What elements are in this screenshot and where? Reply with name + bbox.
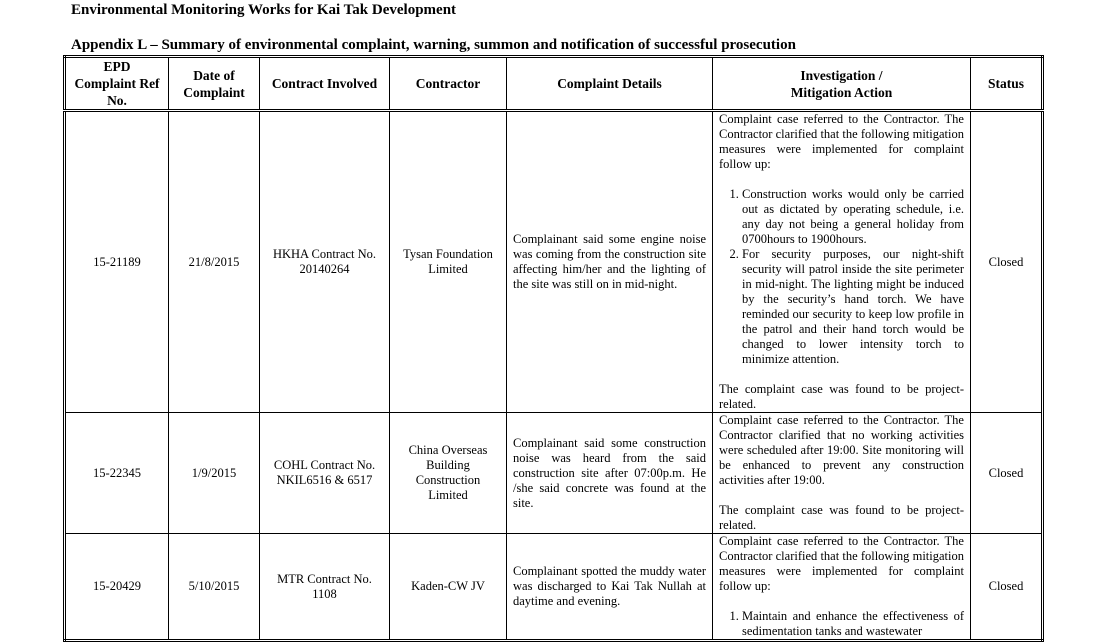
details-cell: Complainant spotted the muddy water was discharged to Kai Tak Nullah at daytime and evening. xyxy=(507,534,713,641)
status-cell: Closed xyxy=(971,413,1043,534)
contractor-cell: Kaden-CW JV xyxy=(390,534,507,641)
header-status: Status xyxy=(971,57,1043,111)
table-row xyxy=(65,111,1043,413)
mitigation-item: 1. Maintain and enhance the effectiveness of sedimentation tanks and wastewater xyxy=(742,609,964,639)
mitigation-item: 2. For security purposes, our night-shift security will patrol inside the site perimeter in mid-night. The lighting might be induced by the security’s hand torch. We have reminded our security to keep low profile in the patrol and their hand torch would be changed to lower intensity torch to minimize attention. xyxy=(742,247,964,367)
header-contract: Contract Involved xyxy=(260,57,390,111)
mitigation-intro: Complaint case referred to the Contractor. The Contractor clarified that no working activities were scheduled after 19:00. Site monitoring will be enhanced to prevent any construction activities after 19:00. xyxy=(719,413,964,487)
appendix-title: Appendix L – Summary of environmental complaint, warning, summon and notification of successful prosecution xyxy=(71,37,796,53)
mitigation-cell xyxy=(713,111,971,413)
mitigation-list xyxy=(719,609,964,639)
header-mitigation-line2: Mitigation Action xyxy=(790,84,893,100)
contract-cell: MTR Contract No. 1108 xyxy=(260,534,390,641)
status-cell: Closed xyxy=(971,111,1043,413)
status-cell: Closed xyxy=(971,534,1043,641)
details-cell: Complainant said some engine noise was coming from the construction site affecting him/her and the lighting of the site was still on in mid-night. xyxy=(507,111,713,413)
contractor-cell: Tysan Foundation Limited xyxy=(390,111,507,413)
header-mitigation xyxy=(713,57,971,111)
ref-cell: 15-20429 xyxy=(65,534,169,641)
contract-cell: COHL Contract No. NKIL6516 & 6517 xyxy=(260,413,390,534)
date-cell: 21/8/2015 xyxy=(169,111,260,413)
ref-cell: 15-21189 xyxy=(65,111,169,413)
mitigation-cell xyxy=(713,413,971,534)
mitigation-item: 1. Construction works would only be carried out as dictated by operating schedule, i.e. any day not being a general holiday from 0700hours to 1900hours. xyxy=(742,187,964,247)
details-cell: Complainant said some construction noise was heard from the said construction site after 07:00p.m. He /she said concrete was found at the site. xyxy=(507,413,713,534)
mitigation-cell xyxy=(713,534,971,641)
header-row xyxy=(65,57,1043,111)
contractor-cell: China Overseas Building Construction Limited xyxy=(390,413,507,534)
date-cell: 5/10/2015 xyxy=(169,534,260,641)
header-details: Complaint Details xyxy=(507,57,713,111)
mitigation-list xyxy=(719,187,964,367)
mitigation-conclusion: The complaint case was found to be project-related. xyxy=(719,503,964,532)
mitigation-intro: Complaint case referred to the Contractor. The Contractor clarified that the following mitigation measures were implemented for complaint follow up: xyxy=(719,112,964,171)
mitigation-intro: Complaint case referred to the Contractor. The Contractor clarified that the following mitigation measures were implemented for complaint follow up: xyxy=(719,534,964,593)
date-cell: 1/9/2015 xyxy=(169,413,260,534)
complaint-summary-table xyxy=(63,55,1044,642)
table-row xyxy=(65,413,1043,534)
header-contractor: Contractor xyxy=(390,57,507,111)
table-row xyxy=(65,534,1043,641)
document-title: Environmental Monitoring Works for Kai Tak Development xyxy=(71,2,457,18)
contract-cell: HKHA Contract No. 20140264 xyxy=(260,111,390,413)
ref-cell: 15-22345 xyxy=(65,413,169,534)
header-date: Date of Complaint xyxy=(169,57,260,111)
mitigation-conclusion: The complaint case was found to be project-related. xyxy=(719,382,964,411)
header-ref: EPD Complaint Ref No. xyxy=(65,57,169,111)
header-mitigation-line1: Investigation / xyxy=(800,67,883,83)
